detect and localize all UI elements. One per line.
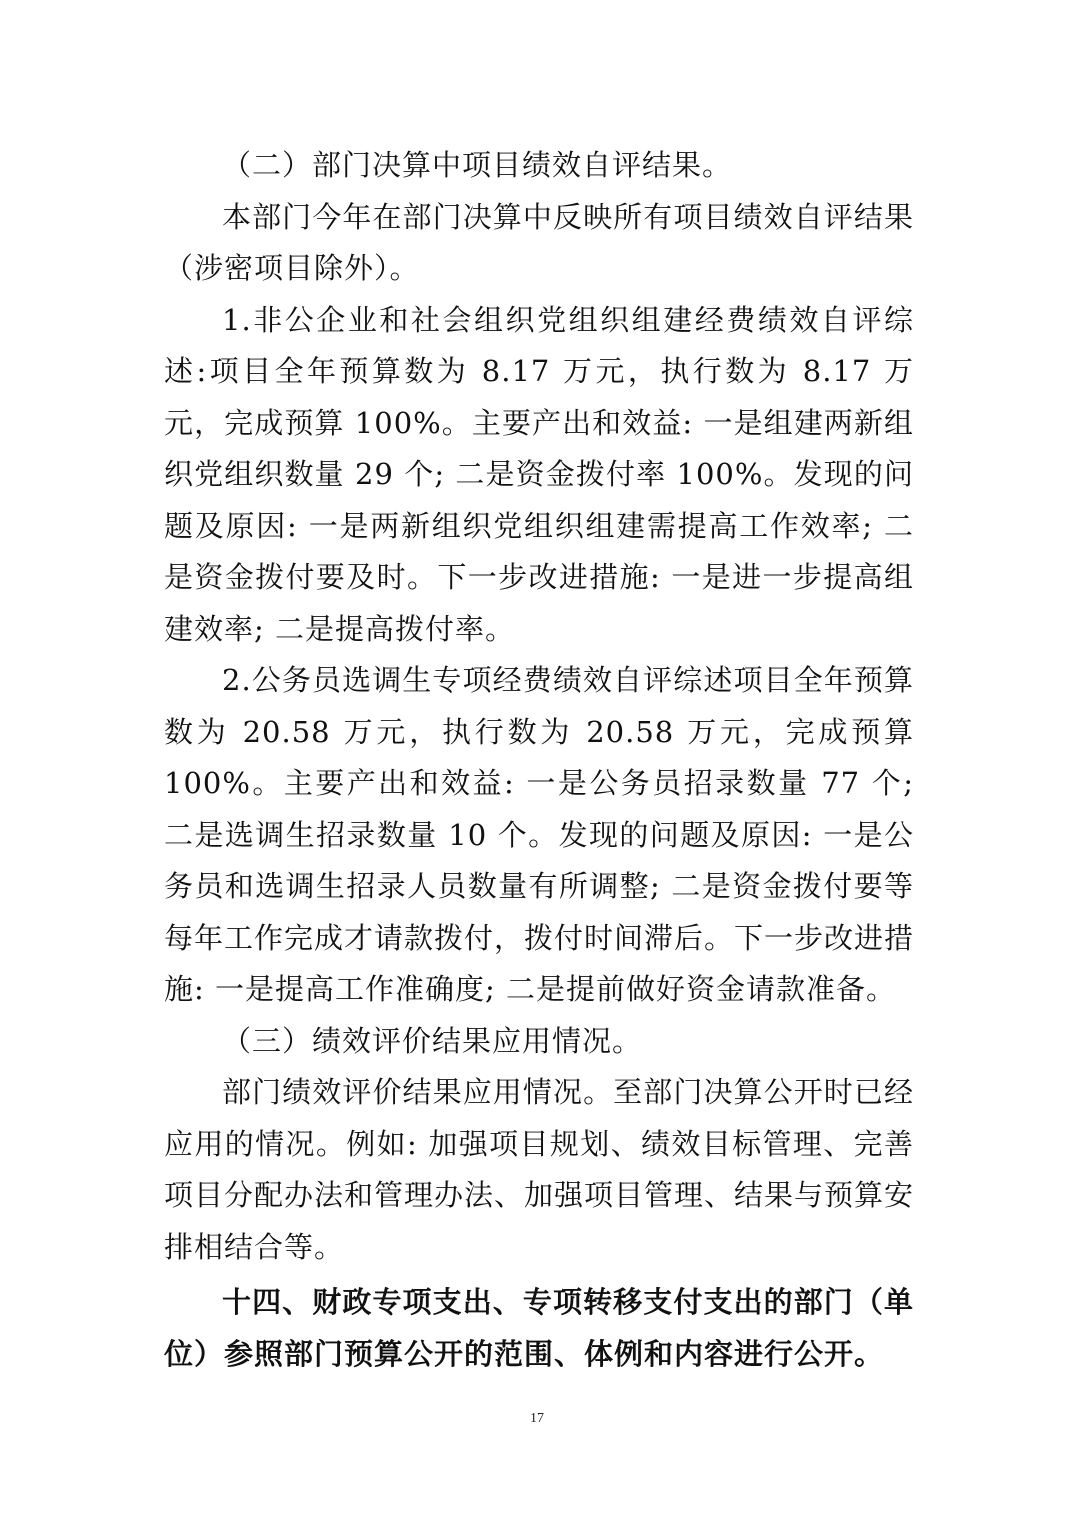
paragraph-item-1: 1.非公企业和社会组织党组织组建经费绩效自评综述:项目全年预算数为 8.17 万元，执行数为 8.17 万元，完成预算 100%。主要产出和效益: 一是组建两新组织党组织数量 29 个; 二是资金拨付率 100%。发现的问题及原因: 一是两新组织党组织组建需提高工作效率; 二是资金拨付要及时。下一步改进措施: 一是进一步提高组建效率; 二是提高拨付率。	[164, 302, 914, 646]
section-subheading-2: （二）部门决算中项目绩效自评结果。	[222, 148, 733, 182]
section-heading-14: 十四、财政专项支出、专项转移支付支出的部门（单位）参照部门预算公开的范围、体例和内容进行公开。	[164, 1285, 914, 1371]
paragraph-item-2: 2.公务员选调生专项经费绩效自评综述项目全年预算数为 20.58 万元，执行数为 20.58 万元，完成预算 100%。主要产出和效益: 一是公务员招录数量 77 个; 二是选调生招录数量 10 个。发现的问题及原因: 一是公务员和选调生招录人员数量有所调整; 二是资金拨付要等每年工作完成才请款拨付，拨付时间滞后。下一步改进措施: 一是提高工作准确度; 二是提前做好资金请款准备。	[164, 663, 915, 1006]
paragraph-intro: 本部门今年在部门决算中反映所有项目绩效自评结果（涉密项目除外）。	[164, 199, 914, 285]
document-body	[164, 140, 914, 1380]
section-subheading-3: （三）绩效评价结果应用情况。	[222, 1023, 643, 1058]
page-number: 17	[530, 1411, 544, 1426]
paragraph-application: 部门绩效评价结果应用情况。至部门决算公开时已经应用的情况。例如: 加强项目规划、绩效目标管理、完善项目分配办法和管理办法、加强项目管理、结果与预算安排相结合等。	[164, 1075, 915, 1264]
